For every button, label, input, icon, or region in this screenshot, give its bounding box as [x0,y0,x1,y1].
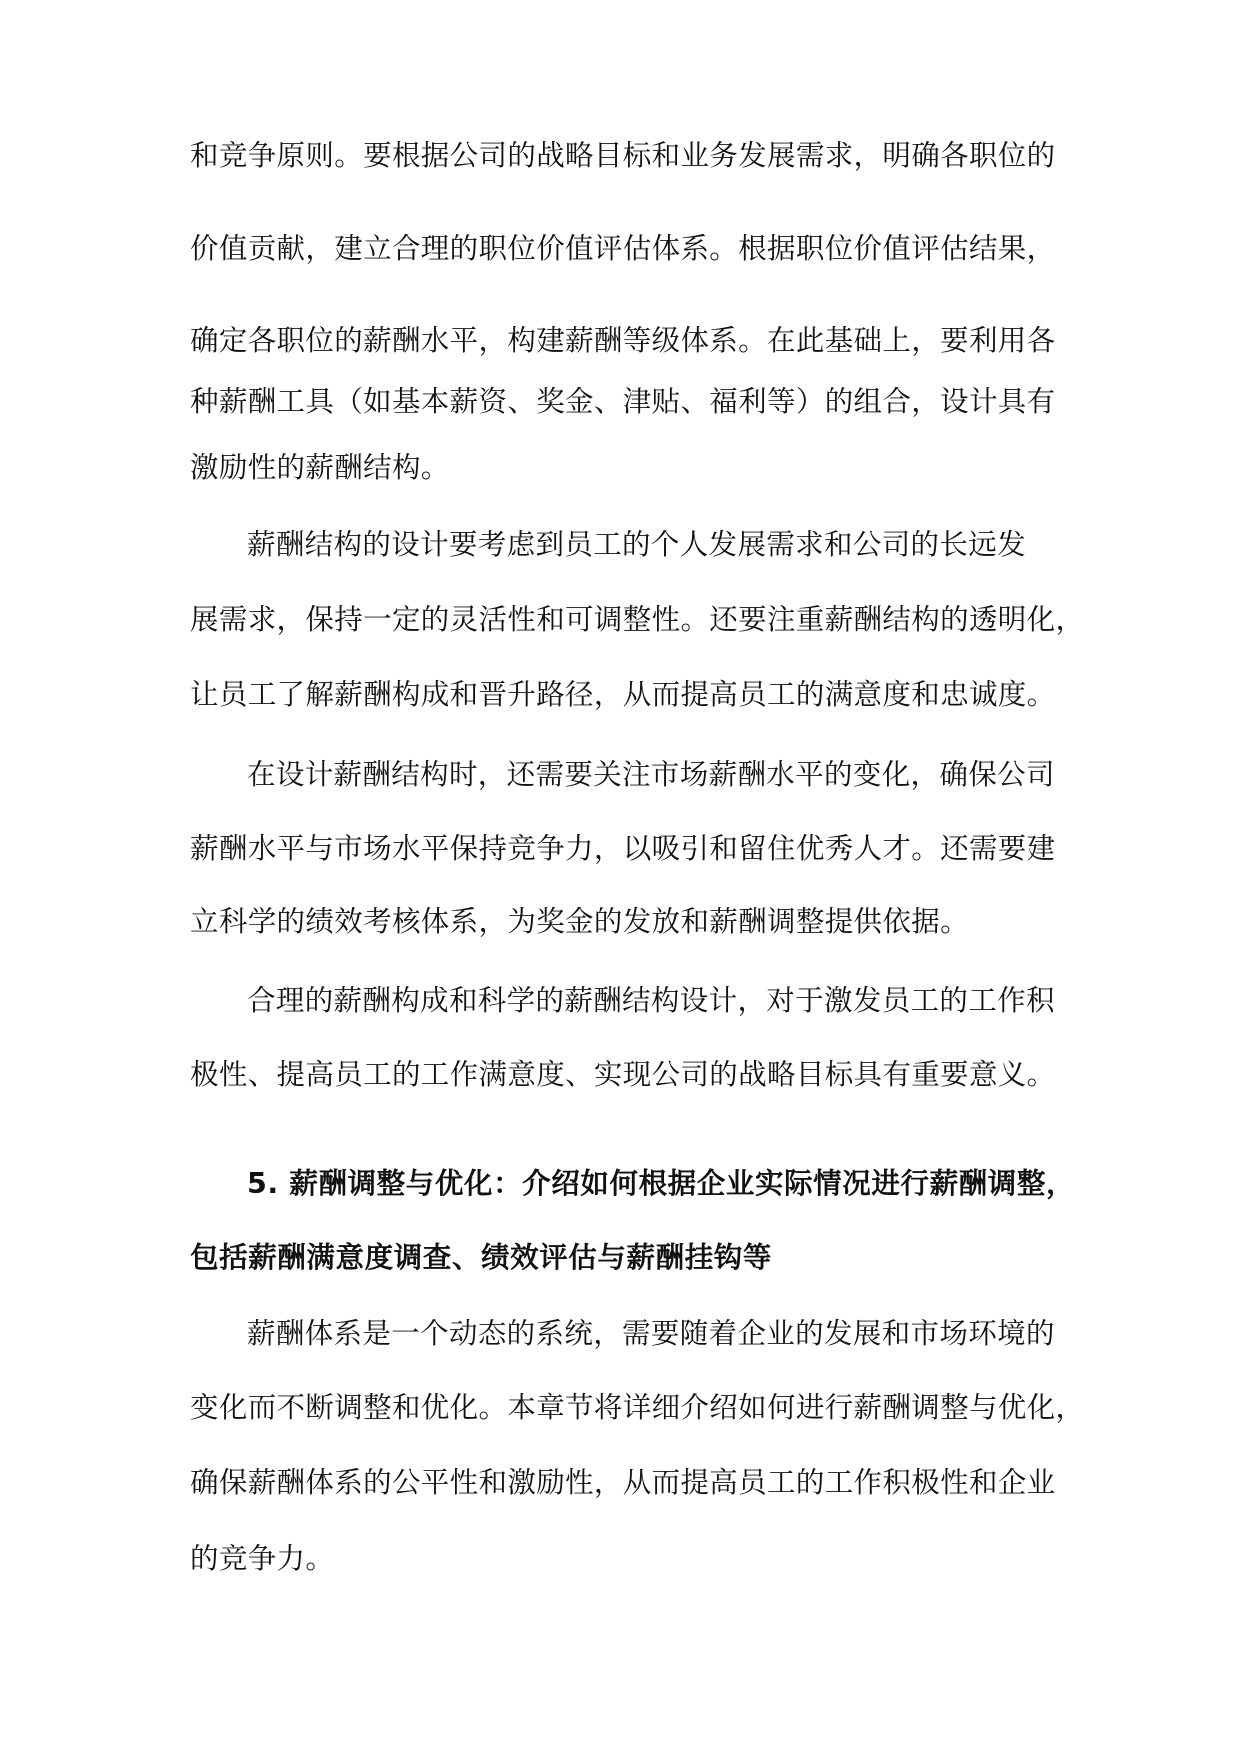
body-text-line: 种薪酬工具（如基本薪资、奖金、津贴、福利等）的组合，设计具有 [190,385,1056,418]
body-text-line: 确保薪酬体系的公平性和激励性，从而提高员工的工作积极性和企业 [190,1466,1056,1499]
body-text-line: 让员工了解薪酬构成和晋升路径，从而提高员工的满意度和忠诚度。 [190,678,1056,711]
body-text-line: 和竞争原则。要根据公司的战略目标和业务发展需求，明确各职位的 [190,139,1056,172]
body-text-line: 极性、提高员工的工作满意度、实现公司的战略目标具有重要意义。 [190,1058,1056,1091]
paragraph-first-line: 薪酬结构的设计要考虑到员工的个人发展需求和公司的长远发 [247,528,1026,561]
body-text-line: 激励性的薪酬结构。 [190,451,450,484]
section-heading: 5. 薪酬调整与优化：介绍如何根据企业实际情况进行薪酬调整， [247,1167,1076,1200]
body-text-line: 价值贡献，建立合理的职位价值评估体系。根据职位价值评估结果， [190,232,1056,265]
body-text-line: 薪酬水平与市场水平保持竞争力，以吸引和留住优秀人才。还需要建 [190,832,1056,865]
body-text-line: 确定各职位的薪酬水平，构建薪酬等级体系。在此基础上，要利用各 [190,324,1056,357]
paragraph-first-line: 合理的薪酬构成和科学的薪酬结构设计，对于激发员工的工作积 [247,984,1055,1017]
paragraph-first-line: 薪酬体系是一个动态的系统，需要随着企业的发展和市场环境的 [247,1317,1055,1350]
paragraph-first-line: 在设计薪酬结构时，还需要关注市场薪酬水平的变化，确保公司 [247,758,1055,791]
body-text-line: 立科学的绩效考核体系，为奖金的发放和薪酬调整提供依据。 [190,905,969,938]
body-text-line: 变化而不断调整和优化。本章节将详细介绍如何进行薪酬调整与优化， [190,1391,1085,1424]
body-text-line: 展需求，保持一定的灵活性和可调整性。还要注重薪酬结构的透明化， [190,603,1085,636]
section-heading-continuation: 包括薪酬满意度调查、绩效评估与薪酬挂钩等 [190,1241,773,1274]
body-text-line: 的竞争力。 [190,1542,335,1575]
